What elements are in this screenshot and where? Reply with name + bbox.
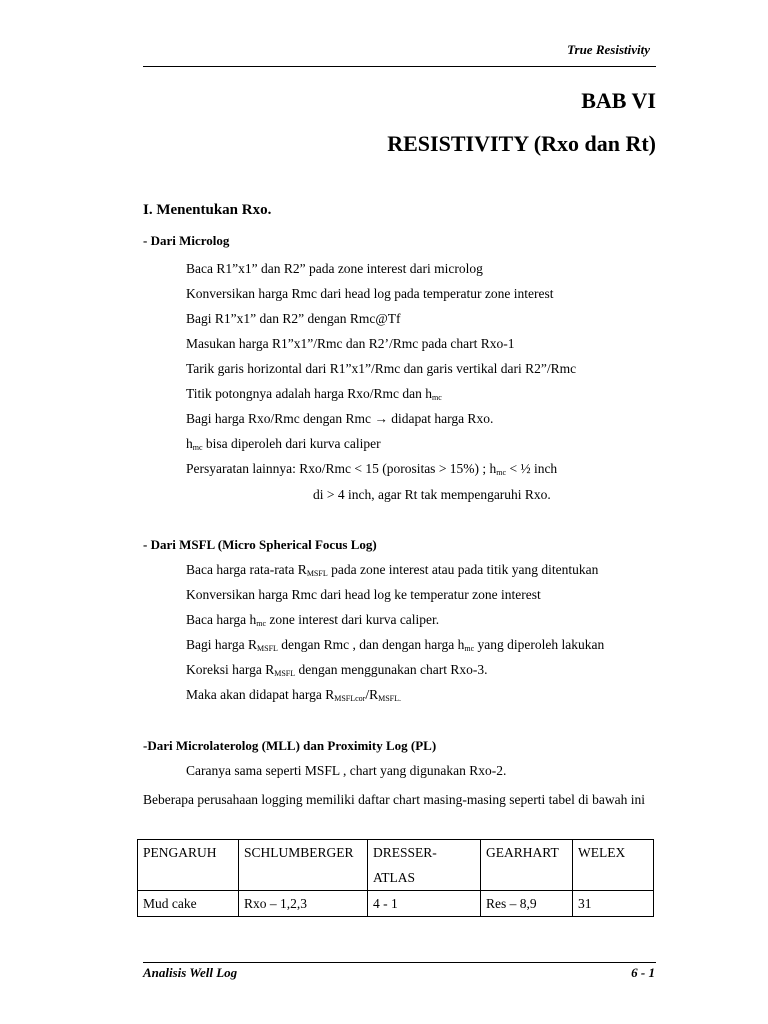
footer-title: Analisis Well Log bbox=[143, 965, 238, 980]
msfl-line-4: Bagi harga $R_{MSFL}$ dengan Rmc , dan dengan harga $h_{mc}$ yang diperoleh lakukan bbox=[186, 637, 605, 653]
microlog-line-7: Bagi harga Rxo/Rmc dengan Rmc → didapat harga Rxo. bbox=[186, 411, 494, 426]
microlog-line-3: Bagi R1”x1” dan R2” dengan Rmc@Tf bbox=[186, 311, 401, 326]
section-heading: I. Menentukan Rxo. bbox=[143, 202, 272, 218]
msfl-heading: - Dari MSFL (Micro Spherical Focus Log) bbox=[143, 537, 377, 552]
running-header: True Resistivity bbox=[567, 42, 650, 57]
mll-line: Caranya sama seperti MSFL , chart yang digunakan Rxo-2. bbox=[186, 763, 507, 778]
microlog-line-6: Titik potongnya adalah harga Rxo/Rmc dan $h_{mc}$ bbox=[186, 386, 442, 402]
table-row bbox=[138, 891, 654, 917]
cell-dresser-atlas: 4 - 1 bbox=[368, 891, 481, 917]
msfl-line-1: Baca harga rata-rata $R_{MSFL}$ pada zone interest atau pada titik yang ditentukan bbox=[186, 562, 599, 578]
th-welex: WELEX bbox=[573, 840, 654, 891]
cell-schlumberger: Rxo – 1,2,3 bbox=[239, 891, 368, 917]
microlog-line-9: Persyaratan lainnya: Rxo/Rmc < 15 (porositas > 15%) ; $h_{mc}$ < ½ inch bbox=[186, 461, 558, 477]
cell-gearhart: Res – 8,9 bbox=[481, 891, 573, 917]
th-gearhart: GEARHART bbox=[481, 840, 573, 891]
microlog-line-4: Masukan harga R1”x1”/Rmc dan R2’/Rmc pada chart Rxo-1 bbox=[186, 336, 515, 351]
chapter-label: BAB VI bbox=[581, 88, 656, 113]
th-dresser-atlas: DRESSER- ATLAS bbox=[368, 840, 481, 891]
th-pengaruh: PENGARUH bbox=[138, 840, 239, 891]
table-header-row bbox=[138, 840, 654, 891]
microlog-heading: - Dari Microlog bbox=[143, 233, 230, 248]
th-schlumberger: SCHLUMBERGER bbox=[239, 840, 368, 891]
page-number: 6 - 1 bbox=[631, 965, 655, 980]
msfl-line-3: Baca harga $h_{mc}$ zone interest dari kurva caliper. bbox=[186, 612, 440, 628]
cell-welex: 31 bbox=[573, 891, 654, 917]
cell-pengaruh: Mud cake bbox=[138, 891, 239, 917]
chapter-title: RESISTIVITY (Rxo dan Rt) bbox=[387, 131, 656, 156]
footer-rule bbox=[143, 962, 656, 963]
intro-paragraph: Beberapa perusahaan logging memiliki daftar chart masing-masing seperti tabel di bawah ini bbox=[143, 792, 645, 807]
mll-heading: -Dari Microlaterolog (MLL) dan Proximity Log (PL) bbox=[143, 738, 437, 753]
msfl-line-2: Konversikan harga Rmc dari head log ke temperatur zone interest bbox=[186, 587, 541, 602]
microlog-line-2: Konversikan harga Rmc dari head log pada temperatur zone interest bbox=[186, 286, 554, 301]
msfl-line-5: Koreksi harga $R_{MSFL}$ dengan menggunakan chart Rxo-3. bbox=[186, 662, 488, 678]
microlog-line-10: di > 4 inch, agar Rt tak mempengaruhi Rxo. bbox=[313, 487, 551, 502]
msfl-line-6: Maka akan didapat harga $R_{MSFLcor}/R_{MSFL.}$ bbox=[186, 687, 401, 703]
microlog-line-1: Baca R1”x1” dan R2” pada zone interest dari microlog bbox=[186, 261, 483, 276]
microlog-line-8: $h_{mc}$ bisa diperoleh dari kurva caliper bbox=[186, 436, 381, 452]
chart-table bbox=[137, 839, 654, 917]
header-rule bbox=[143, 66, 656, 67]
microlog-line-5: Tarik garis horizontal dari R1”x1”/Rmc dan garis vertikal dari R2”/Rmc bbox=[186, 361, 577, 376]
